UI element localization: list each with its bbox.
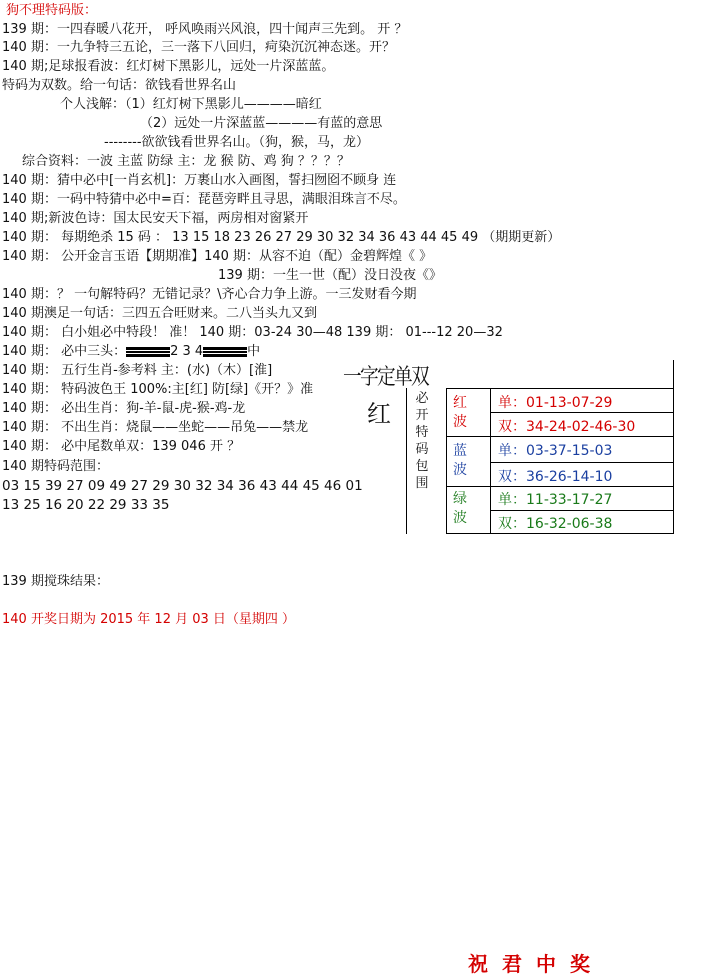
table-divider [490, 388, 491, 534]
text-line: 139 期：一四春暖八花开， 呼风唤雨兴风浪，四十闻声三先到。 开 ？ [2, 22, 408, 37]
text-line: 特码为双数。给一句话：欲钱看世界名山 [2, 78, 237, 93]
text-line: 140 期： 特码波色王 100%:主[红] 防[绿]《开？》准 [2, 382, 314, 397]
table-divider [673, 360, 674, 534]
text-line: 140 期;足球报看波：红灯树下黑影儿，远处一片深蓝蓝。 [2, 59, 335, 74]
wave-label-red: 红 波 [453, 395, 467, 430]
text-line: 140 期：？ 一句解特码？无错记录？\齐心合力争上游。一三发财看今期 [2, 287, 417, 302]
text-segment: 中 [247, 344, 261, 359]
text-line: 140 期特码范围： [2, 459, 109, 474]
text-line: 140 期： 白小姐必中特段！ 准！ 140 期：03-24 30—48 139 期： 01---12 20—32 [2, 325, 503, 340]
table-divider [490, 510, 674, 511]
text-line: 139 期：一生一世（配）没日没夜《》 [218, 268, 442, 283]
text-line: 140 期： 五行生肖-参考料 主：(水)（木）[淮] [2, 363, 273, 378]
number-list: 13 25 16 20 22 29 33 35 [2, 497, 170, 513]
text-line: 140 期：猜中必中[一肖玄机]：万裹山水入画图，誓扫囫囵不顾身 连 [2, 173, 397, 188]
text-segment: 2 3 4 [170, 344, 204, 359]
page-title: 狗不理特码版： [6, 3, 98, 18]
text-line [2, 343, 260, 360]
wave-label-blue: 蓝 波 [453, 443, 467, 478]
text-line: 140 期：一九争特三五论，三一落下八回归，疴染沉沉神态迷。开？ [2, 40, 395, 55]
text-line: 140 期;新波色诗：国太民安天下福，两房相对窗紧开 [2, 211, 309, 226]
table-divider [490, 462, 674, 463]
triple-bar-icon [203, 347, 247, 357]
table-row: 双：16-32-06-38 [498, 516, 613, 532]
table-row: 单：11-33-17-27 [498, 492, 613, 508]
table-divider [446, 388, 447, 534]
table-row: 单：01-13-07-29 [498, 395, 613, 411]
wave-table [406, 388, 674, 534]
text-line: 140 期： 公开金言玉语【期期准】140 期：从容不迫（配）金碧辉煌《 》 [2, 249, 433, 264]
table-divider [446, 436, 674, 437]
handwritten-heading: 一字定单双 [343, 365, 429, 390]
draw-date: 140 开奖日期为 2015 年 12 月 03 日（星期四 ） [2, 612, 296, 627]
result-line: 139 期搅珠结果： [2, 574, 109, 589]
table-row: 双：36-26-14-10 [498, 469, 613, 485]
wave-label-green: 绿 波 [453, 491, 467, 526]
text-line: 个人浅解：（1）红灯树下黑影儿————暗红 [60, 97, 322, 112]
text-line: 140 期：一码中特猜中必中=百：琵琶旁畔且寻思，满眼泪珠言不尽。 [2, 192, 406, 207]
text-line: 140 期： 每期绝杀 15 码 ： 13 15 18 23 26 27 29 30 32 34 36 43 44 45 49 （期期更新） [2, 230, 561, 245]
triple-bar-icon [126, 347, 170, 357]
text-line: 综合资料：一波 主蓝 防绿 主：龙 猴 防、鸡 狗 ？？？？ [22, 154, 350, 169]
table-row: 双：34-24-02-46-30 [498, 419, 636, 435]
footer-blessing: 祝君中奖 [468, 952, 604, 976]
text-line: 140 期澳足一句话：三四五合旺财来。二八当头九又到 [2, 306, 317, 321]
handwritten-heading: 红 [367, 400, 391, 428]
text-line: （2）远处一片深蓝蓝————有蓝的意思 [140, 116, 383, 131]
table-divider [446, 486, 674, 487]
text-segment: 140 期： 必中三头： [2, 344, 127, 359]
table-divider [446, 533, 674, 534]
text-line: 140 期： 必出生肖：狗-羊-鼠-虎-猴-鸡-龙 [2, 401, 246, 416]
table-divider [446, 388, 674, 389]
table-row: 单：03-37-15-03 [498, 443, 613, 459]
table-divider [490, 412, 674, 413]
vertical-label: 必 开 特 码 包 围 [415, 391, 429, 491]
text-line: 140 期： 不出生肖：烧鼠——坐蛇——吊兔——禁龙 [2, 420, 309, 435]
text-line: 140 期： 必中尾数单双：139 046 开 ？ [2, 439, 241, 454]
number-list: 03 15 39 27 09 49 27 29 30 32 34 36 43 44 45 46 01 [2, 478, 363, 494]
table-divider [406, 388, 407, 534]
text-line: --------欲欲钱看世界名山。（狗，猴，马，龙） [104, 135, 370, 150]
